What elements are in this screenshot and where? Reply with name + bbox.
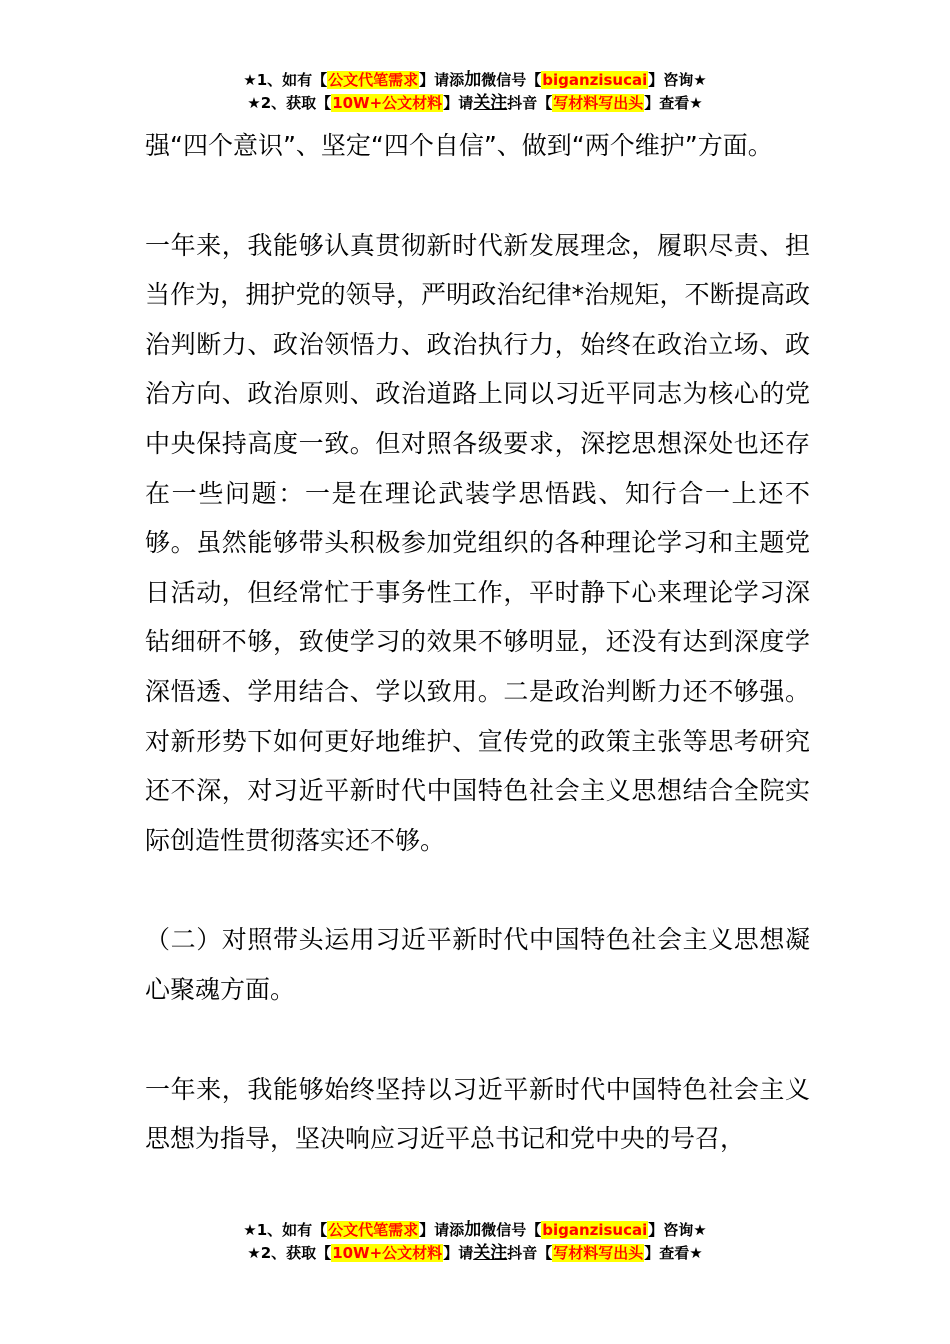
star-icon: ★ xyxy=(247,1244,261,1262)
banner-line-2 xyxy=(0,1242,950,1265)
banner-text: 抖音【 xyxy=(507,1244,553,1262)
banner-text: 微信号【 xyxy=(481,71,542,89)
banner-line-2 xyxy=(0,92,950,115)
banner-text: 】咨询★ xyxy=(648,71,707,89)
banner-text: 】请 xyxy=(443,94,474,112)
banner-text: 】请添 xyxy=(419,71,465,89)
highlight-materials: 10W+公文材料 xyxy=(332,1244,443,1262)
star-icon: ★ xyxy=(243,71,257,89)
highlight-service: 公文代笔需求 xyxy=(328,1221,419,1239)
banner-emphasis: 加 xyxy=(464,1220,482,1240)
banner-text: 】请添 xyxy=(419,1221,465,1239)
banner-line-1 xyxy=(0,1219,950,1242)
banner-text: 】查看★ xyxy=(644,1244,703,1262)
header-banner xyxy=(0,69,950,115)
banner-text: 微信号【 xyxy=(481,1221,542,1239)
banner-text: 2、获取【 xyxy=(260,1244,332,1262)
banner-text: 】查看★ xyxy=(644,94,703,112)
section-heading: （二）对照带头运用习近平新时代中国特色社会主义思想凝心聚魂方面。 xyxy=(145,925,810,1004)
banner-text: 】咨询★ xyxy=(648,1221,707,1239)
banner-text: 抖音【 xyxy=(507,94,553,112)
highlight-service: 公文代笔需求 xyxy=(328,71,419,89)
document-body xyxy=(145,121,810,1164)
footer-banner xyxy=(0,1219,950,1265)
paragraph: 一年来，我能够认真贯彻新时代新发展理念，履职尽责、担当作为，拥护党的领导，严明政治纪律*治规矩，不断提高政治判断力、政治领悟力、政治执行力，始终在政治立场、政治方向、政治原则、政治道路上同以习近平同志为核心的党中央保持高度一致。但对照各级要求，深挖思想深处也还存在一些问题：一是在理论武装学思悟践、知行合一上还不够。虽然能够带头积极参加党组织的各种理论学习和主题党日活动，但经常忙于事务性工作，平时静下心来理论学习深钻细研不够，致使学习的效果不够明显，还没有达到深度学深悟透、学用结合、学以致用。二是政治判断力还不够强。对新形势下如何更好地维护、宣传党的政策主张等思考研究还不深，对习近平新时代中国特色社会主义思想结合全院实际创造性贯彻落实还不够。 xyxy=(145,230,810,855)
highlight-wechat-id: biganzisucai xyxy=(542,71,648,89)
paragraph-gap xyxy=(145,1015,810,1065)
star-icon: ★ xyxy=(247,94,261,112)
highlight-materials: 10W+公文材料 xyxy=(332,94,443,112)
paragraph: 一年来，我能够始终坚持以习近平新时代中国特色社会主义思想为指导，坚决响应习近平总书记和党中央的号召， xyxy=(145,1074,810,1154)
highlight-douyin-account: 写材料写出头 xyxy=(553,94,644,112)
banner-text: 】请 xyxy=(443,1244,474,1262)
paragraph: 强“四个意识”、坚定“四个自信”、做到“两个维护”方面。 xyxy=(145,131,773,160)
banner-text: 1、如有【 xyxy=(256,71,328,89)
banner-emphasis: 加 xyxy=(464,70,482,90)
paragraph-gap xyxy=(145,865,810,915)
banner-line-1 xyxy=(0,69,950,92)
banner-emphasis: 关注 xyxy=(473,93,508,113)
highlight-douyin-account: 写材料写出头 xyxy=(553,1244,644,1262)
star-icon: ★ xyxy=(243,1221,257,1239)
banner-text: 1、如有【 xyxy=(256,1221,328,1239)
banner-text: 2、获取【 xyxy=(260,94,332,112)
banner-emphasis: 关注 xyxy=(473,1243,508,1263)
highlight-wechat-id: biganzisucai xyxy=(542,1221,648,1239)
paragraph-gap xyxy=(145,171,810,221)
